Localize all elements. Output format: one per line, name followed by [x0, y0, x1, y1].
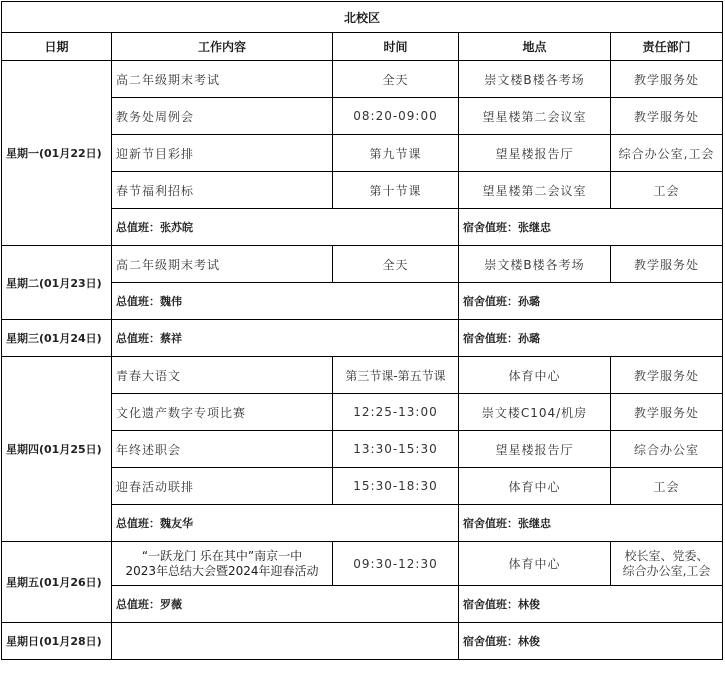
work-dept: 教学服务处	[611, 61, 723, 98]
header-time: 时间	[333, 33, 459, 61]
work-dept: 教学服务处	[611, 246, 723, 283]
work-content: 年终述职会	[112, 431, 333, 468]
dorm-duty: 宿舍值班：林俊	[459, 586, 723, 623]
work-content: 高二年级期末考试	[112, 246, 333, 283]
work-dept: 综合办公室	[611, 431, 723, 468]
dorm-duty: 宿舍值班：孙璐	[459, 320, 723, 357]
table-row	[2, 542, 723, 586]
schedule-table	[1, 1, 723, 660]
dorm-duty: 宿舍值班：张继忠	[459, 209, 723, 246]
work-time: 第九节课	[333, 135, 459, 172]
header-row	[2, 33, 723, 61]
general-duty: 总值班：魏友华	[112, 505, 459, 542]
work-time: 第十节课	[333, 172, 459, 209]
title-row	[2, 2, 723, 33]
header-dept: 责任部门	[611, 33, 723, 61]
work-place: 望星楼报告厅	[459, 135, 611, 172]
duty-row	[2, 623, 723, 660]
table-row	[2, 246, 723, 283]
work-dept: 教学服务处	[611, 394, 723, 431]
dorm-duty: 宿舍值班：林俊	[459, 623, 723, 660]
work-place: 崇文楼B楼各考场	[459, 246, 611, 283]
work-place: 望星楼第二会议室	[459, 172, 611, 209]
work-content: 文化遗产数字专项比赛	[112, 394, 333, 431]
work-place: 体育中心	[459, 542, 611, 586]
dorm-duty: 宿舍值班：孙璐	[459, 283, 723, 320]
work-time: 全天	[333, 61, 459, 98]
work-dept: 教学服务处	[611, 357, 723, 394]
work-time: 全天	[333, 246, 459, 283]
work-place: 望星楼报告厅	[459, 431, 611, 468]
general-duty: 总值班：罗薇	[112, 586, 459, 623]
work-time: 09:30-12:30	[333, 542, 459, 586]
work-dept-line: 综合办公室,工会	[622, 563, 711, 578]
work-content: 教务处周例会	[112, 98, 333, 135]
work-content: 高二年级期末考试	[112, 61, 333, 98]
work-content-line: “一跃龙门 乐在其中”南京一中	[141, 548, 303, 563]
header-place: 地点	[459, 33, 611, 61]
general-duty: 总值班：魏伟	[112, 283, 459, 320]
work-content: 春节福利招标	[112, 172, 333, 209]
work-content: 迎新节目彩排	[112, 135, 333, 172]
work-time: 15:30-18:30	[333, 468, 459, 505]
work-content	[112, 542, 333, 586]
table-row	[2, 61, 723, 98]
work-time: 第三节课-第五节课	[333, 357, 459, 394]
date-cell: 星期二(01月23日)	[2, 246, 112, 320]
general-duty-empty	[112, 623, 459, 660]
work-content: 青春大语文	[112, 357, 333, 394]
work-content: 迎春活动联排	[112, 468, 333, 505]
work-place: 体育中心	[459, 468, 611, 505]
general-duty: 总值班：蔡祥	[112, 320, 459, 357]
date-cell: 星期日(01月28日)	[2, 623, 112, 660]
date-cell: 星期四(01月25日)	[2, 357, 112, 542]
work-dept	[611, 542, 723, 586]
work-place: 崇文楼B楼各考场	[459, 61, 611, 98]
work-time: 08:20-09:00	[333, 98, 459, 135]
campus-title: 北校区	[2, 2, 723, 33]
work-dept: 工会	[611, 468, 723, 505]
work-dept: 综合办公室,工会	[611, 135, 723, 172]
dorm-duty: 宿舍值班：张继忠	[459, 505, 723, 542]
work-place: 望星楼第二会议室	[459, 98, 611, 135]
work-dept: 教学服务处	[611, 98, 723, 135]
general-duty: 总值班：张苏皖	[112, 209, 459, 246]
work-time: 13:30-15:30	[333, 431, 459, 468]
work-dept: 工会	[611, 172, 723, 209]
header-date: 日期	[2, 33, 112, 61]
date-cell: 星期三(01月24日)	[2, 320, 112, 357]
work-place: 体育中心	[459, 357, 611, 394]
header-content: 工作内容	[112, 33, 333, 61]
table-row	[2, 357, 723, 394]
date-cell: 星期一(01月22日)	[2, 61, 112, 246]
work-content-line: 2023年总结大会暨2024年迎春活动	[125, 563, 319, 578]
work-dept-line: 校长室、党委、	[624, 548, 709, 563]
date-cell: 星期五(01月26日)	[2, 542, 112, 623]
work-place: 崇文楼C104/机房	[459, 394, 611, 431]
duty-row	[2, 320, 723, 357]
work-time: 12:25-13:00	[333, 394, 459, 431]
